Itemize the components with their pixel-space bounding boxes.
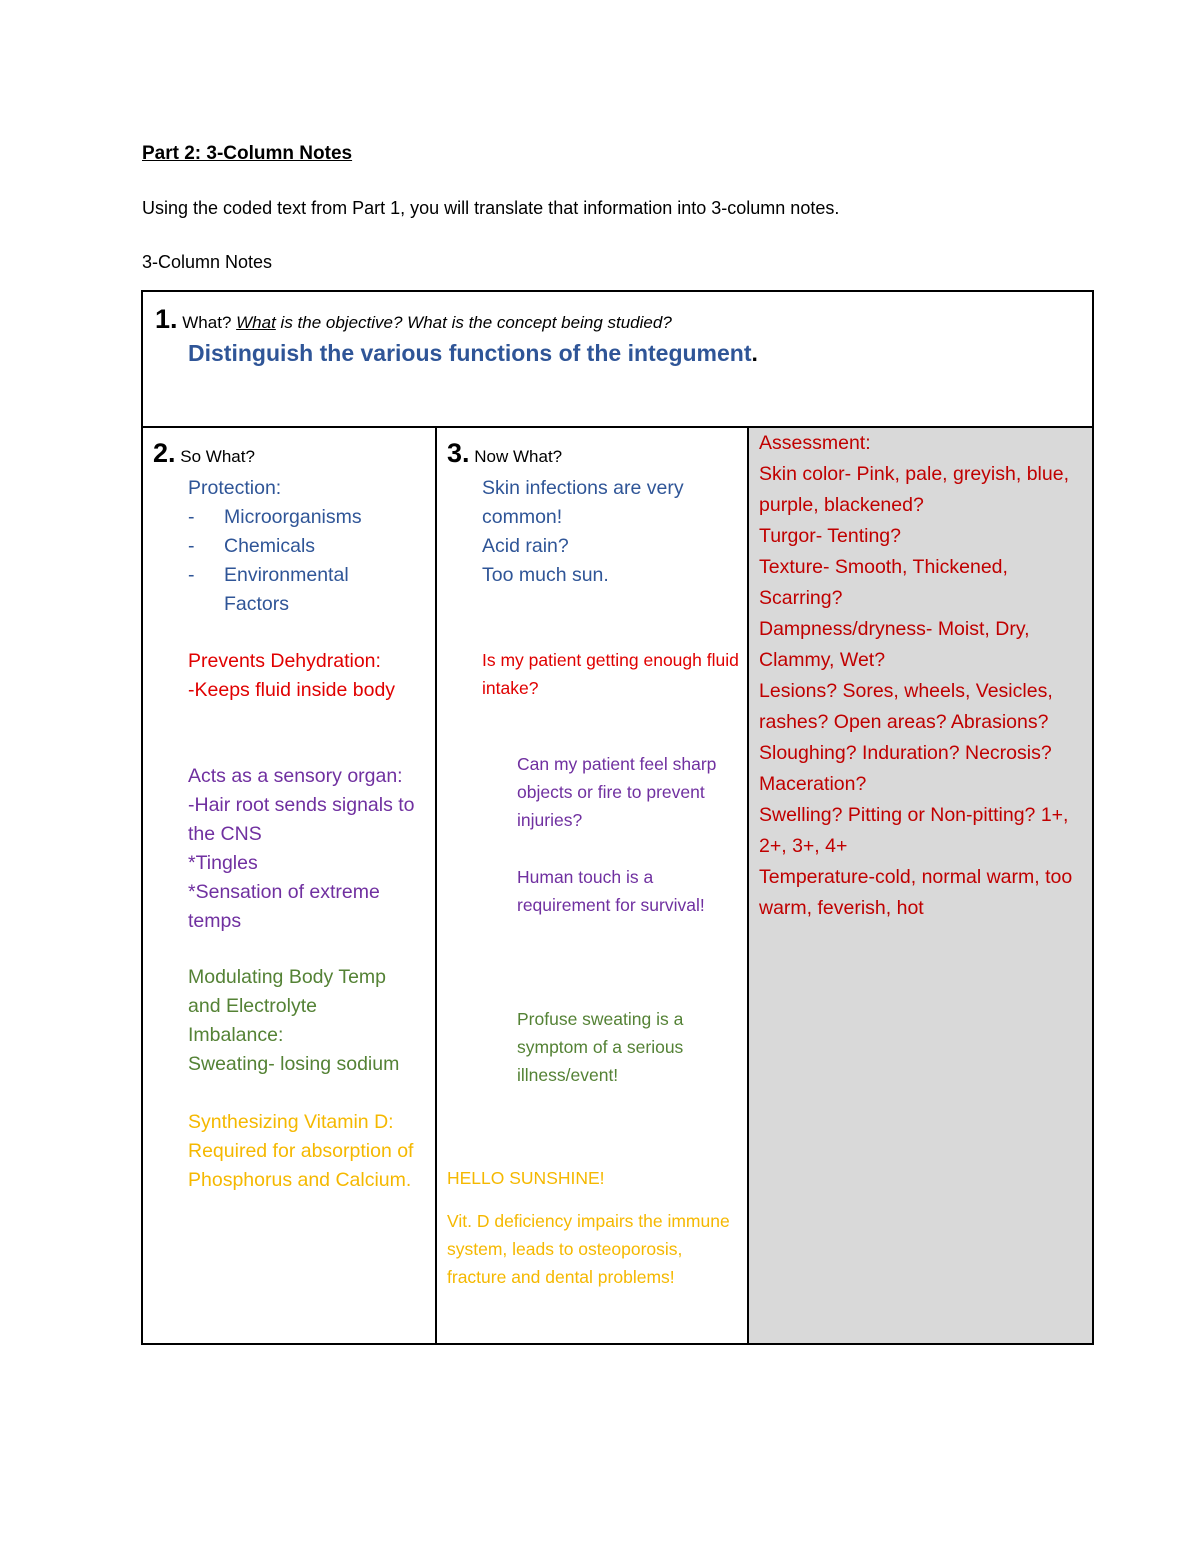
objective-statement: Distinguish the various functions of the integument [188,340,752,366]
sunshine-note: HELLO SUNSHINE! [447,1168,605,1188]
assessment-item: Swelling? Pitting or Non-pitting? 1+, 2+, 3+, 4+ [759,804,1069,857]
vitamin-d-detail: Required for absorption of Phosphorus and Calcium. [188,1140,414,1191]
assessment-title: Assessment: [759,432,871,454]
objective-text [188,340,758,367]
sensory-line: *Sensation of extreme temps [188,881,380,932]
what-label: What? [182,313,237,332]
protection-note: Skin infections are very common! [482,477,684,528]
protection-note: Too much sun. [482,564,609,586]
vitamin-d-title: Synthesizing Vitamin D: [188,1111,394,1133]
so-what-number: 2. [153,438,176,468]
human-touch-note: Human touch is a requirement for survival! [517,867,705,915]
protection-application [482,474,732,590]
temperature-title: Modulating Body Temp and Electrolyte Imbalance: [188,966,387,1046]
assessment-item: Texture- Smooth, Thickened, Scarring? [759,556,1008,609]
dehydration-block [188,647,428,705]
protection-list [188,503,428,619]
what-number: 1. [155,304,178,334]
protection-block [188,474,428,619]
assessment-item: Lesions? Sores, wheels, Vesicles, rashes? Open areas? Abrasions? [759,680,1053,733]
dehydration-title: Prevents Dehydration: [188,650,381,672]
so-what-label: So What? [180,447,255,466]
dehydration-detail: -Keeps fluid inside body [188,679,396,701]
protection-item: - Environmental Factors [188,561,374,619]
what-underlined: What [236,313,276,332]
sensory-feel-note: Can my patient feel sharp objects or fire to prevent injuries? [517,754,717,830]
sweating-note: Profuse sweating is a symptom of a serious illness/event! [517,1009,684,1085]
objective-period: . [751,340,758,366]
fluid-intake-note: Is my patient getting enough fluid intake? [482,650,739,698]
now-what-column [437,428,749,1343]
page-title: Part 2: 3-Column Notes [142,143,353,164]
instructions: Using the coded text from Part 1, you will translate that information into 3-column notes. [142,198,840,218]
now-what-header [447,438,562,469]
three-column-notes-table [141,290,1094,1345]
protection-item: - Microorganisms [188,503,428,532]
now-what-number: 3. [447,438,470,468]
assessment-column [749,428,1092,1343]
assessment-item: Skin color- Pink, pale, greyish, blue, purple, blackened? [759,463,1069,516]
now-what-label: Now What? [474,447,563,466]
what-question [155,304,672,335]
sensory-line: -Hair root sends signals to the CNS [188,794,415,845]
so-what-column [143,428,437,1343]
assessment-item: Temperature-cold, normal warm, too warm, feverish, hot [759,866,1073,919]
assessment-block [759,428,1087,924]
temperature-block [188,963,428,1079]
table-label: 3-Column Notes [142,252,273,272]
protection-item: - Chemicals [188,532,428,561]
assessment-item: Sloughing? Induration? Necrosis? Maceration? [759,742,1052,795]
protection-note: Acid rain? [482,535,569,557]
sensory-block [188,762,428,936]
vitamin-d-deficiency-note: Vit. D deficiency impairs the immune system, leads to osteoporosis, fracture and dental problems! [447,1211,730,1287]
vitamin-d-block [188,1108,428,1195]
protection-title: Protection: [188,477,282,499]
sensory-title: Acts as a sensory organ: [188,765,403,787]
what-row [143,292,1092,428]
sensory-line: *Tingles [188,852,258,874]
temperature-detail: Sweating- losing sodium [188,1053,400,1075]
so-what-header [153,438,255,469]
what-question-rest: is the objective? What is the concept being studied? [275,313,672,332]
assessment-item: Turgor- Tenting? [759,525,901,547]
assessment-item: Dampness/dryness- Moist, Dry, Clammy, Wet? [759,618,1030,671]
